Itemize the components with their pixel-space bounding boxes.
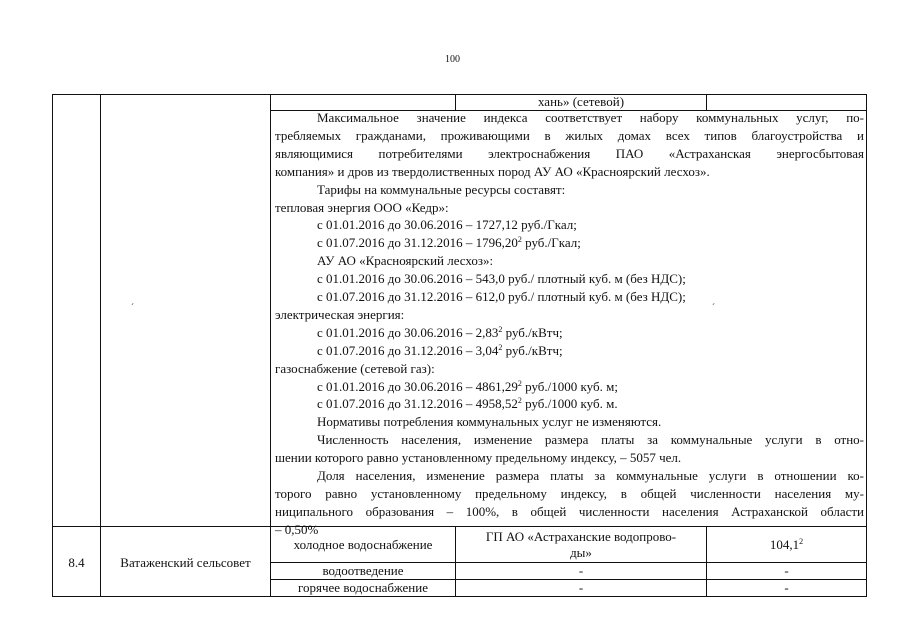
scan-mark: ˊ xyxy=(131,302,134,312)
description-line: компания» и дров из твердолиственных пород АУ АО «Красноярский лесхоз». xyxy=(275,163,710,179)
footnote-mark: 2 xyxy=(517,396,522,406)
table-right-border xyxy=(866,94,867,597)
share-line: Доля населения, изменение размера платы за коммунальные услуги в отношении ко- xyxy=(317,468,864,483)
tariff-unit: руб./кВтч; xyxy=(502,342,563,358)
description-line: требляемых гражданами, проживающими в жилых домах всех типов благоустройства и xyxy=(275,127,864,143)
index-value xyxy=(707,535,866,556)
footnote-mark: 2 xyxy=(517,235,522,245)
column-divider xyxy=(100,94,101,597)
provider-dash: - xyxy=(578,563,584,578)
tariff-unit: руб./Гкал; xyxy=(521,235,581,251)
wood-tariff-1: с 01.01.2016 до 30.06.2016 – 543,0 руб./ плотный куб. м (без НДС); xyxy=(317,271,686,287)
tariff-unit: руб./1000 куб. м; xyxy=(521,378,618,394)
service-cold-water: холодное водоснабжение xyxy=(293,537,433,552)
index-dash: - xyxy=(784,563,789,578)
provider-line: ды» xyxy=(570,545,592,560)
footnote-mark: 2 xyxy=(498,324,503,334)
share-line: торого равно установленному предельному индексу, в общей численности населения му- xyxy=(275,485,864,501)
heat-tariff-1: с 01.01.2016 до 30.06.2016 – 1727,12 руб./Гкал; xyxy=(317,217,577,233)
description-line: являющимися потребителями электроснабжения ПАО «Астраханская энергосбытовая xyxy=(275,145,864,161)
description-line: Максимальное значение индекса соответствует набору коммунальных услуг, по- xyxy=(317,110,864,125)
norms-text: Нормативы потребления коммунальных услуг не изменяются. xyxy=(317,414,662,430)
footnote-mark: 2 xyxy=(799,537,804,546)
share-line: – 0,50% xyxy=(275,521,319,537)
tariffs-intro: Тарифы на коммунальные ресурсы составят: xyxy=(317,181,566,197)
continued-provider-text: хань» (сетевой) xyxy=(537,94,625,109)
wood-label: АУ АО «Красноярский лесхоз»: xyxy=(317,253,494,269)
page-number: 100 xyxy=(445,54,460,65)
tariff-value: с 01.07.2016 до 31.12.2016 – 4958,52 xyxy=(317,396,518,412)
tariff-value: с 01.07.2016 до 31.12.2016 – 3,04 xyxy=(317,342,499,358)
population-line: шении которого равно установленному предельному индексу, – 5057 чел. xyxy=(275,450,682,466)
scan-mark: ˊ xyxy=(712,302,715,312)
row-number: 8.4 xyxy=(68,555,85,570)
provider-line: ГП АО «Астраханские водопрово- xyxy=(485,529,677,544)
footnote-mark: 2 xyxy=(498,342,503,352)
provider-dash: - xyxy=(578,580,584,595)
tariff-unit: руб./кВтч; xyxy=(502,324,563,340)
wood-tariff-2: с 01.07.2016 до 31.12.2016 – 612,0 руб./ плотный куб. м (без НДС); xyxy=(317,289,686,304)
tariff-value: с 01.01.2016 до 30.06.2016 – 2,83 xyxy=(317,324,499,340)
tariff-value: с 01.01.2016 до 30.06.2016 – 4861,29 xyxy=(317,378,518,394)
table-left-border xyxy=(52,94,53,597)
municipality-name: Ватаженский сельсовет xyxy=(120,555,251,570)
population-line: Численность населения, изменение размера платы за коммунальные услуги в отно- xyxy=(317,432,864,448)
tariff-unit: руб./1000 куб. м. xyxy=(521,396,618,412)
service-sewerage: водоотведение xyxy=(322,563,404,578)
heat-label: тепловая энергия ООО «Кедр»: xyxy=(275,199,449,215)
service-hot-water: горячее водоснабжение xyxy=(298,580,428,595)
index-dash: - xyxy=(784,580,789,595)
column-divider xyxy=(270,94,271,597)
electricity-label: электрическая энергия: xyxy=(275,306,405,322)
footnote-mark: 2 xyxy=(517,378,522,388)
share-line: ниципального образования – 100%, в общей численности населения Астраханской области xyxy=(275,503,864,519)
description-paragraph xyxy=(275,109,864,127)
gas-label: газоснабжение (сетевой газ): xyxy=(275,360,435,376)
index-number: 104,1 xyxy=(769,537,800,552)
tariff-value: с 01.07.2016 до 31.12.2016 – 1796,20 xyxy=(317,235,518,251)
